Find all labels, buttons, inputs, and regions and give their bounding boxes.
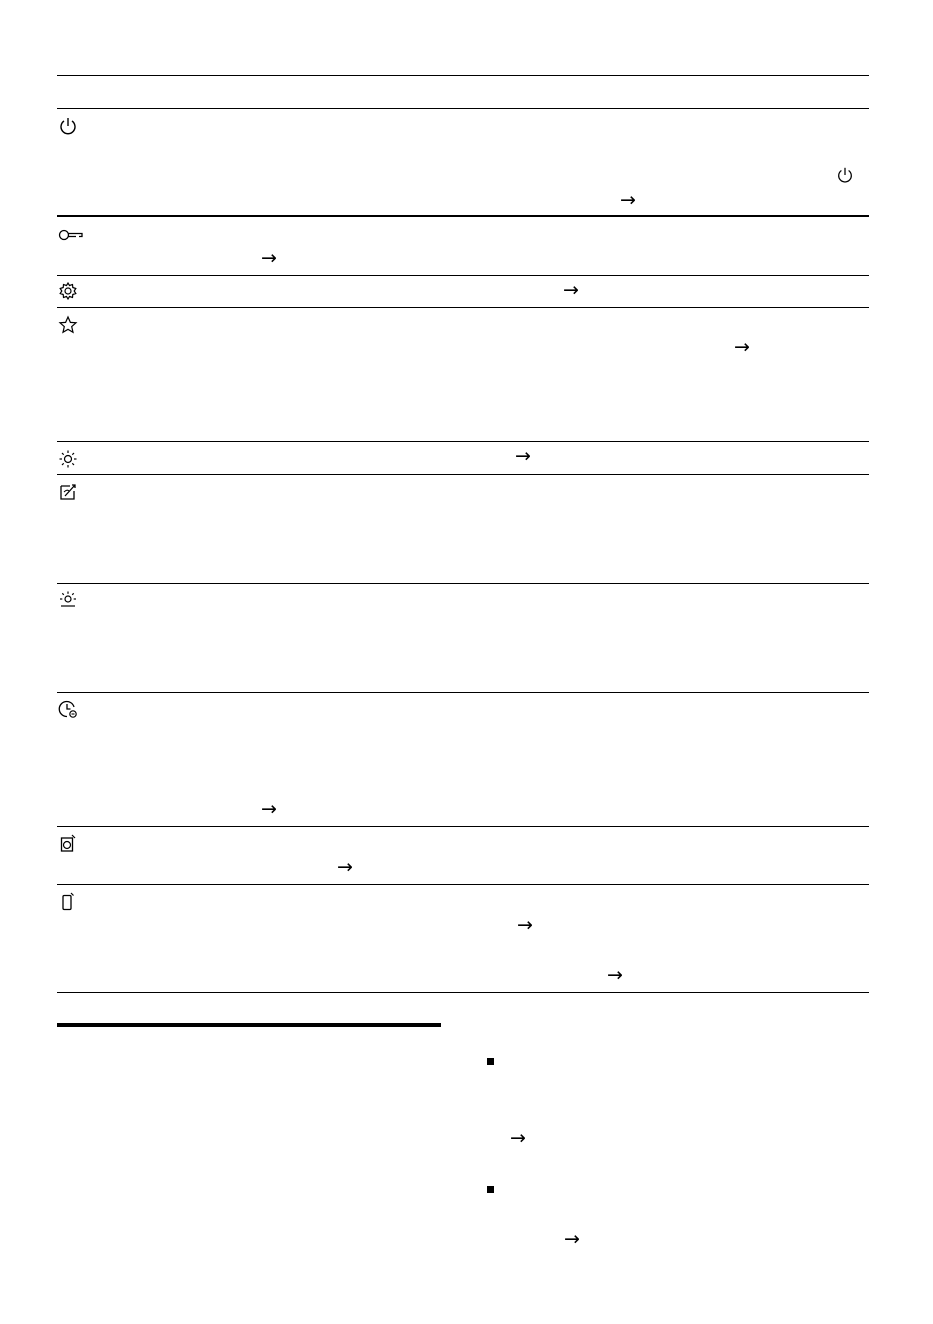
cross-reference-arrow: → [517,914,533,936]
eco-edit-icon [58,482,78,502]
power-icon [58,116,78,136]
clock-icon [58,699,78,719]
cross-reference-arrow: → [564,1228,580,1250]
phone-icon [58,892,78,912]
cross-reference-arrow: → [734,336,750,358]
cross-reference-arrow: → [620,189,636,211]
row-divider [57,215,869,217]
row-divider [57,884,869,885]
square-bullet [487,1186,494,1193]
row-divider [57,826,869,827]
cross-reference-arrow: → [563,279,579,301]
square-bullet [487,1058,494,1065]
table-bottom-rule [57,992,869,993]
cross-reference-arrow: → [261,798,277,820]
row-divider [57,692,869,693]
key-icon [58,225,78,245]
star-icon [58,315,78,335]
section-heading-rule [57,1023,441,1027]
table-header-rule [57,108,869,109]
row-divider [57,275,869,276]
cross-reference-arrow: → [261,247,277,269]
row-divider [57,307,869,308]
table-top-rule [57,75,869,76]
row-divider [57,583,869,584]
sun-low-icon [58,590,78,610]
gear-icon [58,281,78,301]
cross-reference-arrow: → [607,964,623,986]
row-divider [57,441,869,442]
cross-reference-arrow: → [515,445,531,467]
cross-reference-arrow: → [337,856,353,878]
power-icon [836,166,854,184]
cross-reference-arrow: → [510,1127,526,1149]
sun-icon [58,449,78,469]
drum-icon [58,834,78,854]
row-divider [57,474,869,475]
